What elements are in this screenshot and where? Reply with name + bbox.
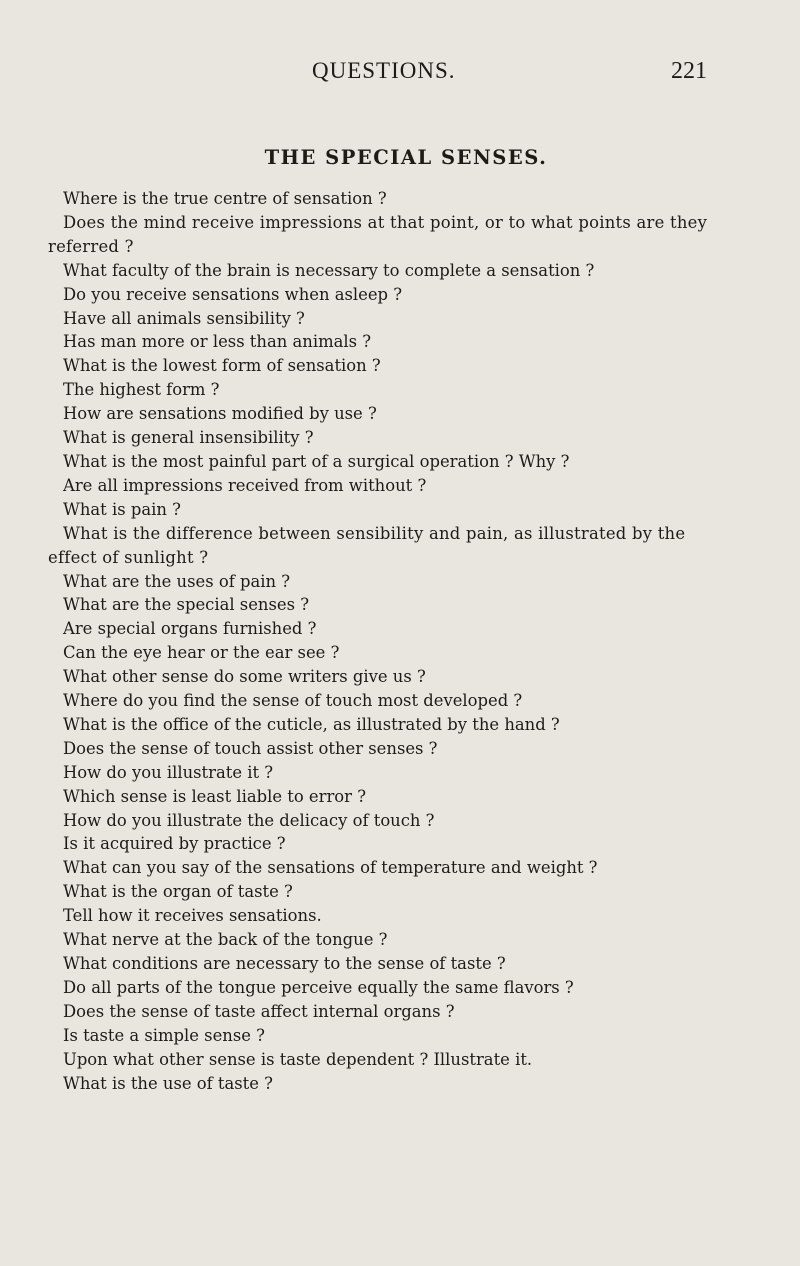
question: What is the difference between sensibility and pain, as illustrated by the effect of sunlight ?	[48, 523, 686, 567]
question: Are all impressions received from without ?	[63, 475, 427, 495]
question: Tell how it receives sensations.	[63, 906, 322, 926]
question-list	[48, 187, 738, 1095]
question: What conditions are necessary to the sense of taste ?	[63, 954, 506, 973]
question: How are sensations modified by use ?	[63, 404, 377, 424]
question: How do you illustrate the delicacy of touch ?	[63, 810, 435, 830]
question: Do all parts of the tongue perceive equally the same flavors ?	[63, 977, 574, 997]
question: What faculty of the brain is necessary to complete a sensation ?	[63, 260, 595, 280]
question: Do you receive sensations when asleep ?	[63, 284, 403, 304]
running-title: QUESTIONS.	[312, 58, 456, 83]
question: Can the eye hear or the ear see ?	[63, 643, 340, 663]
question: What is the organ of taste ?	[63, 882, 293, 902]
question: Does the mind receive impressions at that point, or to what points are they referred ?	[48, 212, 708, 256]
question: Is taste a simple sense ?	[63, 1025, 265, 1045]
question: What other sense do some writers give us ?	[63, 667, 426, 687]
question: What are the uses of pain ?	[63, 571, 291, 591]
question: Where do you find the sense of touch most developed ?	[63, 691, 523, 711]
page-number: 221	[671, 58, 707, 84]
question: Which sense is least liable to error ?	[63, 786, 367, 806]
question: The highest form ?	[63, 380, 220, 400]
question: What is the most painful part of a surgical operation ? Why ?	[63, 451, 570, 471]
question: Does the sense of taste affect internal organs ?	[63, 1001, 455, 1021]
question: What is the lowest form of sensation ?	[63, 356, 381, 376]
question: What nerve at the back of the tongue ?	[63, 930, 388, 950]
question: What can you say of the sensations of temperature and weight ?	[63, 858, 598, 878]
question: What are the special senses ?	[63, 595, 309, 615]
question: Are special organs furnished ?	[63, 619, 317, 639]
question: Does the sense of touch assist other senses ?	[63, 738, 438, 758]
question: Where is the true centre of sensation ?	[63, 189, 387, 208]
question: What is the office of the cuticle, as illustrated by the hand ?	[63, 714, 560, 734]
question: Have all animals sensibility ?	[63, 308, 305, 328]
question: What is the use of taste ?	[63, 1073, 273, 1093]
question: Has man more or less than animals ?	[63, 332, 372, 352]
question: Upon what other sense is taste dependent ? Illustrate it.	[63, 1049, 533, 1069]
running-head	[0, 58, 800, 88]
question: Is it acquired by practice ?	[63, 834, 286, 854]
section-title: THE SPECIAL SENSES.	[264, 146, 548, 169]
question: What is general insensibility ?	[63, 428, 314, 448]
question: What is pain ?	[63, 499, 181, 519]
question: How do you illustrate it ?	[63, 762, 274, 782]
